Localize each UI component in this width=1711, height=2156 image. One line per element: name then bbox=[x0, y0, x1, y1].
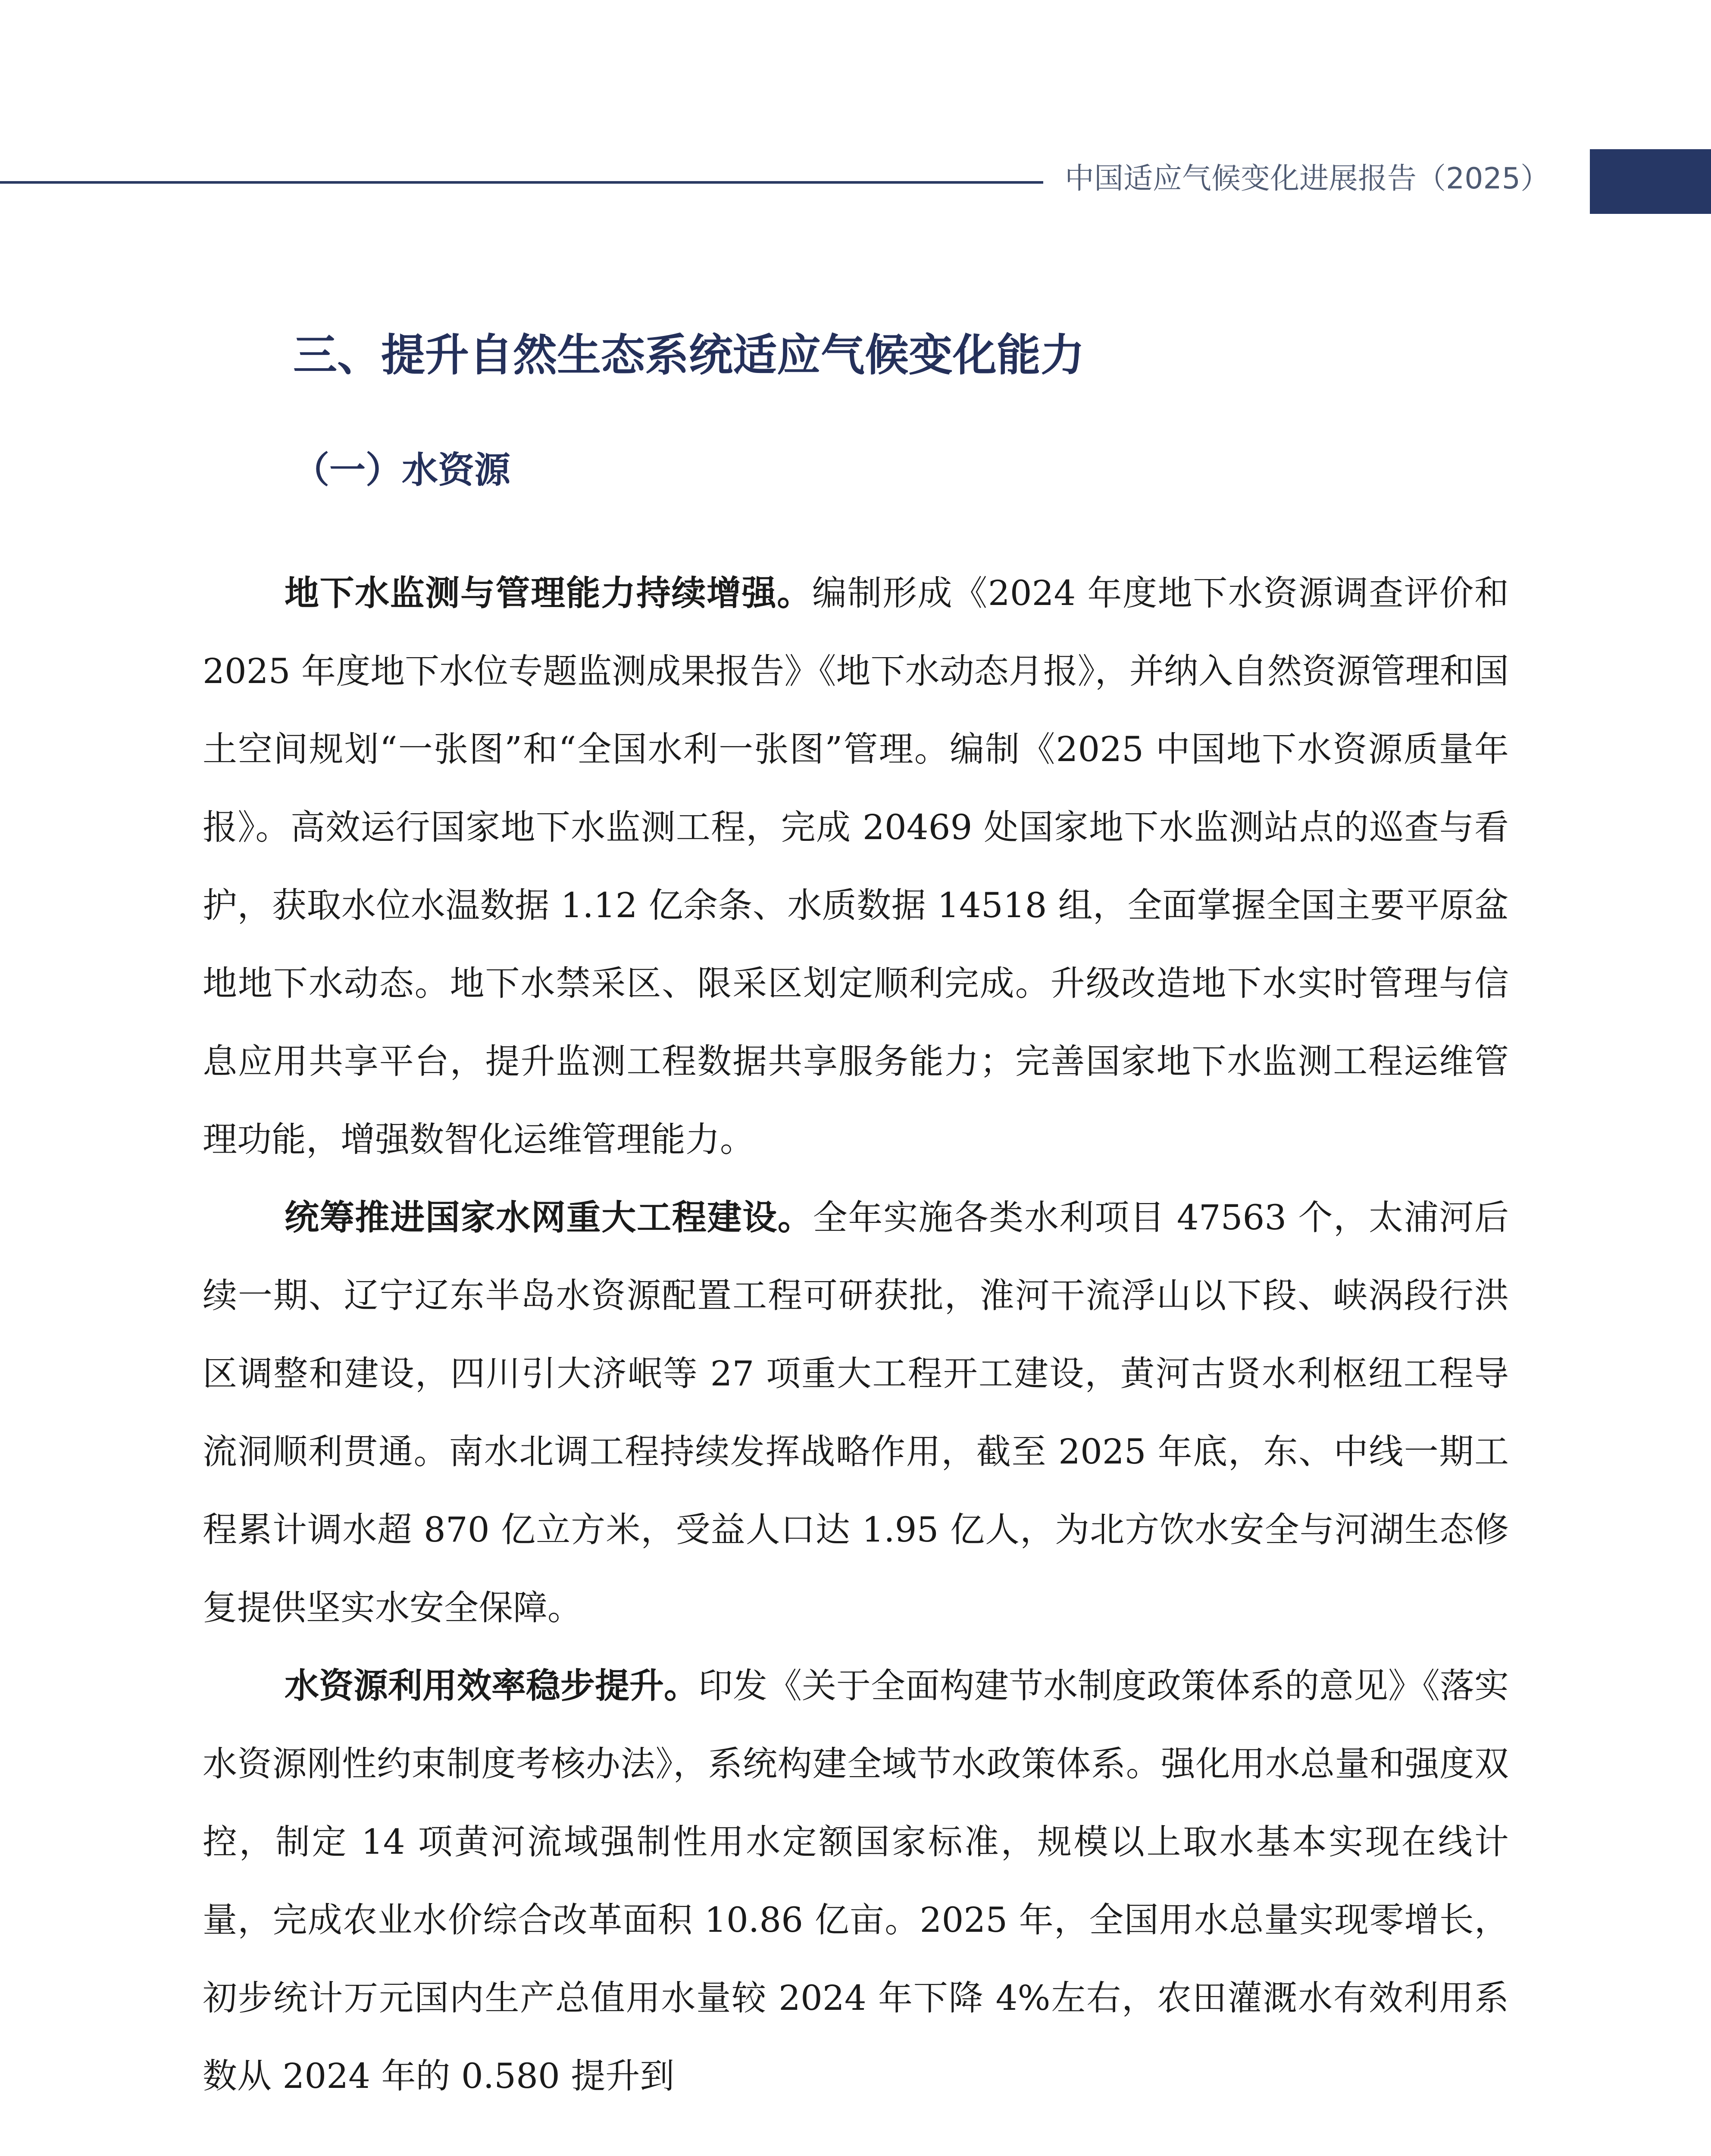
body-text bbox=[203, 554, 1509, 2115]
paragraph-lead: 地下水监测与管理能力持续增强。 bbox=[285, 573, 812, 613]
paragraph-groundwater bbox=[203, 554, 1509, 1178]
running-header-title: 中国适应气候变化进展报告（2025） bbox=[1065, 162, 1550, 196]
paragraph-lead: 水资源利用效率稳步提升。 bbox=[285, 1666, 698, 1706]
paragraph-text: 编制形成《2024 年度地下水资源调查评价和 2025 年度地下水位专题监测成果报告》《地下水动态月报》，并纳入自然资源管理和国土空间规划“一张图”和“全国水利一张图”管理。编制《2025 中国地下水资源质量年报》。高效运行国家地下水监测工程，完成 20469 处国家地下水监测站点的巡查与看护，获取水位水温数据 1.12 亿余条、水质数据 14518 组，全面掌握全国主要平原盆地地下水动态。地下水禁采区、限采区划定顺利完成。升级改造地下水实时管理与信息应用共享平台，提升监测工程数据共享服务能力；完善国家地下水监测工程运维管理功能，增强数智化运维管理能力。 bbox=[203, 573, 1509, 1159]
subsection-title: （一）水资源 bbox=[293, 449, 511, 491]
section-title: 三、提升自然生态系统适应气候变化能力 bbox=[293, 330, 1085, 381]
paragraph-water-network bbox=[203, 1178, 1509, 1647]
paragraph-lead: 统筹推进国家水网重大工程建设。 bbox=[285, 1197, 813, 1238]
header-rule bbox=[0, 181, 1043, 184]
paragraph-text: 印发《关于全面构建节水制度政策体系的意见》《落实水资源刚性约束制度考核办法》，系统构建全域节水政策体系。强化用水总量和强度双控，制定 14 项黄河流域强制性用水定额国家标准，规模以上取水基本实现在线计量，完成农业水价综合改革面积 10.86 亿亩。2025 年，全国用水总量实现零增长，初步统计万元国内生产总值用水量较 2024 年下降 4%左右，农田灌溉水有效利用系数从 2024 年的 0.580 提升到 bbox=[203, 1666, 1509, 2096]
header-color-block bbox=[1590, 149, 1711, 214]
paragraph-water-efficiency bbox=[203, 1647, 1509, 2115]
paragraph-text: 全年实施各类水利项目 47563 个，太浦河后续一期、辽宁辽东半岛水资源配置工程可研获批，淮河干流浮山以下段、峡涡段行洪区调整和建设，四川引大济岷等 27 项重大工程开工建设，黄河古贤水利枢纽工程导流洞顺利贯通。南水北调工程持续发挥战略作用，截至 2025 年底，东、中线一期工程累计调水超 870 亿立方米，受益人口达 1.95 亿人，为北方饮水安全与河湖生态修复提供坚实水安全保障。 bbox=[203, 1197, 1509, 1628]
